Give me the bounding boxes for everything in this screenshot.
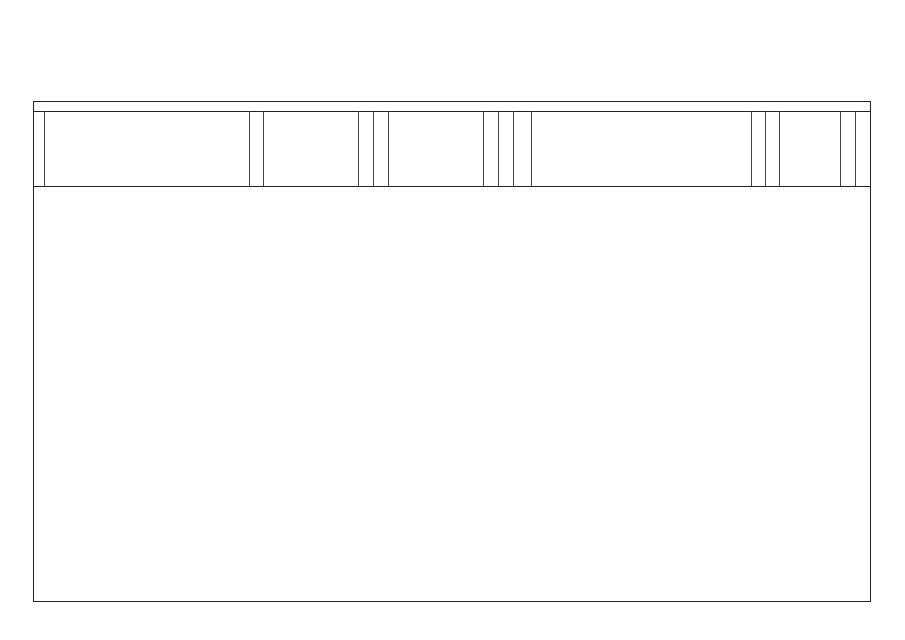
header-processing-distance [498, 111, 513, 186]
header-share [513, 111, 531, 186]
header-mass [249, 111, 263, 186]
header-settlement [44, 111, 249, 186]
header-transfer-object [263, 111, 358, 186]
header-placement-distance [765, 111, 779, 186]
header-processing-mass [483, 111, 498, 186]
header-other-mass [840, 111, 855, 186]
waste-flow-table [33, 101, 871, 602]
header-transfer-mass [358, 111, 373, 186]
table-header [34, 111, 870, 187]
header-placement-mass [751, 111, 765, 186]
header-other-object [779, 111, 840, 186]
header-year [34, 111, 44, 186]
header-processing-object [388, 111, 483, 186]
header-placement-object [531, 111, 751, 186]
header-transfer-distance [373, 111, 388, 186]
header-other-distance [855, 111, 870, 186]
